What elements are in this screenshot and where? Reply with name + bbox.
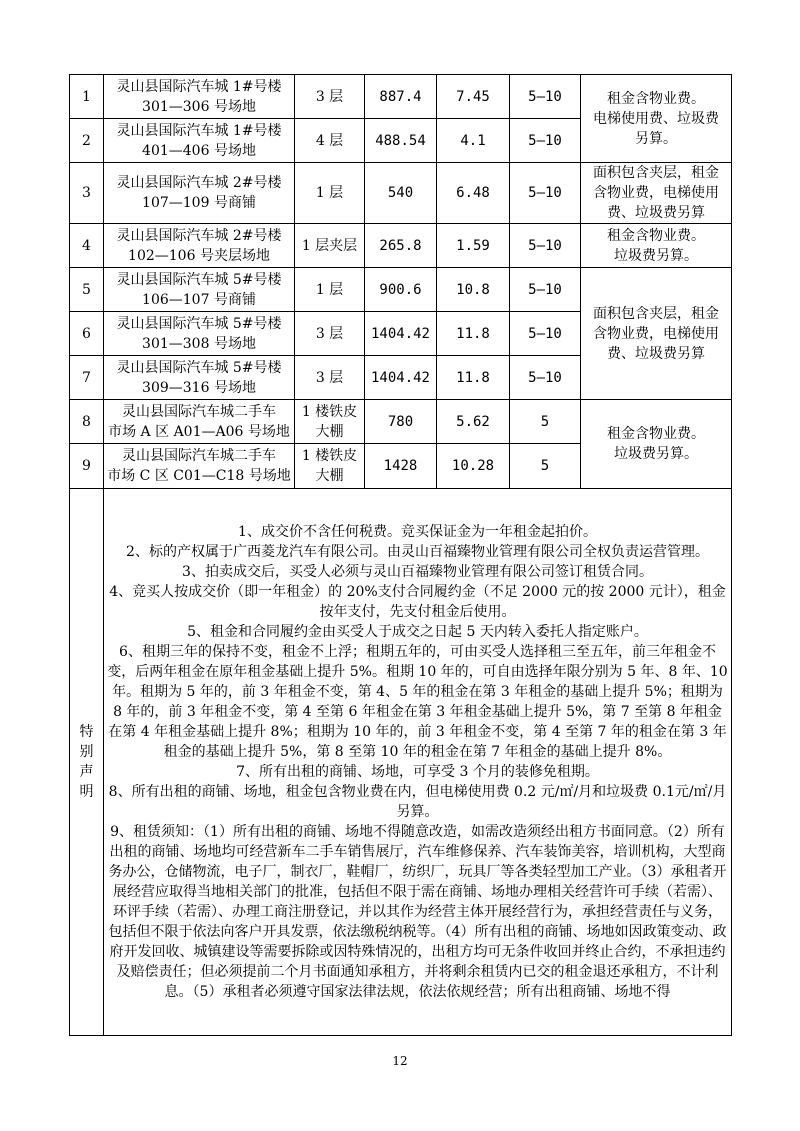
floor-line: 3 层 <box>315 88 344 105</box>
starting-rent: 7.45 <box>437 75 510 119</box>
floor <box>295 163 365 224</box>
property-name-line: 107—109 号商铺 <box>142 195 256 211</box>
starting-rent: 11.8 <box>437 356 510 400</box>
declaration-item: 7、所有出租的商铺、场地，可享受 3 个月的装修免租期。 <box>236 764 599 780</box>
remark-line: 费、垃圾费另算 <box>607 345 705 362</box>
lease-term: 5—10 <box>510 163 581 224</box>
floor-line: 4 层 <box>315 132 344 149</box>
row-number: 4 <box>70 224 104 268</box>
starting-rent: 11.8 <box>437 312 510 356</box>
area: 540 <box>365 163 437 224</box>
area: 1404.42 <box>365 356 437 400</box>
row-number: 5 <box>70 268 104 312</box>
table-row <box>70 400 732 444</box>
property-name-line: 309—316 号场地 <box>142 379 256 396</box>
floor-line: 1 楼铁皮 <box>301 448 358 464</box>
property-name-line: 灵山县国际汽车城 2#号楼 <box>116 227 282 244</box>
remark-line: 另算。 <box>635 130 677 147</box>
declaration-item: 8、所有出租的商铺、场地，租金包含物业费在内，但电梯使用费 0.2 元/㎡/月和垃圾费 0.1元/㎡/月另算。 <box>108 784 727 820</box>
property-name <box>104 356 295 400</box>
remark-line: 面积包含夹层，租金 <box>593 165 719 181</box>
declaration-item: 9、租赁须知：（1）所有出租的商铺、场地不得随意改造，如需改造须经出租方书面同意。（2）所有出租的商铺、场地均可经营新车二手车销售展厅，汽车维修保养、汽车装饰美容，培训机构，大型商务办公，仓储物流，电子厂，制衣厂，鞋帽厂，纺织厂，玩具厂等各类轻型加工产业。（3）承租者开展经营应取得当地相关部门的批准，包括但不限于需在商铺、场地办理相关经营许可手续（若需）、环评手续（若需）、办理工商注册登记，并以其作为经营主体开展经营行为，承担经营责任与义务，包括但不限于依法向客户开具发票，依法缴税纳税等。（4）所有出租的商铺、场地如因政策变动、政府开发回收、城镇建设等需要拆除或因特殊情况的，出租方均可无条件收回并终止合约，不承担违约及赔偿责任；但必须提前二个月书面通知承租方，并将剩余租赁内已交的租金退还承租方，不计利息。（5）承租者必须遵守国家法律法规，依法依规经营；所有出租商铺、场地不得 <box>108 824 727 1000</box>
remark-line: 租金含物业费。 <box>607 90 705 107</box>
remark-line: 费、垃圾费另算 <box>607 205 705 221</box>
property-name-line: 301—308 号场地 <box>142 335 256 352</box>
starting-rent: 4.1 <box>437 119 510 163</box>
area: 1404.42 <box>365 312 437 356</box>
remark-line: 垃圾费另算。 <box>614 446 698 462</box>
remark-line: 电梯使用费、垃圾费 <box>593 110 719 127</box>
property-name-line: 106—107 号商铺 <box>142 291 256 308</box>
remark-line: 租金含物业费。 <box>607 227 705 244</box>
property-name <box>104 444 295 489</box>
property-name-line: 401—406 号场地 <box>142 142 256 159</box>
declaration-item: 6、租期三年的保持不变，租金不上浮；租期五年的，可由买受人选择租三至五年，前三年租金不变，后两年租金在原年租金基础上提升 5%。租期 10 年的，可自由选择年限分别为 5 年、8 年、10 年。租期为 5 年的，前 3 年租金不变，第 4、5 年的租金在第 3 年租金的基础上提升 5%；租期为 8 年的，前 3 年租金不变，第 4 至第 6 年租金在第 3 年租金基础上提升 5%，第 7 至第 8 年租金在第 4 年租金基础上提升 8%；租期为 10 年的，前 3 年租金不变，第 4 至第 7 年的租金在第 3 年租金的基础上提升 5%，第 8 至第 10 年的租金在第 7 年租金的基础上提升 8%。 <box>107 644 728 760</box>
row-number: 2 <box>70 119 104 163</box>
declaration-item: 5、租金和合同履约金由买受人于成交之日起 5 天内转入委托人指定账户。 <box>187 624 648 640</box>
starting-rent: 1.59 <box>437 224 510 268</box>
declaration-label-char: 特 <box>79 724 94 740</box>
starting-rent: 6.48 <box>437 163 510 224</box>
floor <box>295 312 365 356</box>
property-name-line: 灵山县国际汽车城 5#号楼 <box>116 271 282 288</box>
starting-rent: 5.62 <box>437 400 510 444</box>
area: 887.4 <box>365 75 437 119</box>
remark-line: 租金含物业费。 <box>607 426 705 442</box>
row-number: 6 <box>70 312 104 356</box>
property-name <box>104 75 295 119</box>
lease-term: 5—10 <box>510 312 581 356</box>
floor-line: 大棚 <box>315 468 344 484</box>
row-number: 1 <box>70 75 104 119</box>
floor <box>295 400 365 444</box>
property-name <box>104 268 295 312</box>
remark-line: 含物业费，电梯使用 <box>593 185 719 201</box>
floor-line: 1 层 <box>315 185 344 201</box>
floor <box>295 119 365 163</box>
row-number: 3 <box>70 163 104 224</box>
lease-term: 5—10 <box>510 75 581 119</box>
floor-line: 大棚 <box>315 423 344 440</box>
lease-term: 5—10 <box>510 268 581 312</box>
remark-line: 面积包含夹层，租金 <box>593 305 719 322</box>
remark <box>581 224 732 268</box>
property-name-line: 灵山县国际汽车城 5#号楼 <box>116 315 282 332</box>
property-name <box>104 400 295 444</box>
remark <box>581 163 732 224</box>
property-name <box>104 119 295 163</box>
floor <box>295 224 365 268</box>
lease-term: 5 <box>510 444 581 489</box>
property-name <box>104 312 295 356</box>
page-number: 12 <box>392 1054 408 1068</box>
property-name-line: 301—306 号场地 <box>142 98 256 115</box>
floor <box>295 75 365 119</box>
floor <box>295 356 365 400</box>
declaration-label-char: 明 <box>79 784 94 800</box>
declaration-item: 2、标的产权属于广西菱龙汽车有限公司。由灵山百福臻物业管理有限公司全权负责运营管理。 <box>126 544 709 560</box>
remark-line: 含物业费，电梯使用 <box>593 325 719 342</box>
declaration-label-char: 声 <box>79 764 94 780</box>
row-number: 8 <box>70 400 104 444</box>
property-name-line: 灵山县国际汽车城 5#号楼 <box>116 359 282 376</box>
lease-term: 5—10 <box>510 119 581 163</box>
lease-term: 5—10 <box>510 356 581 400</box>
property-name-line: 灵山县国际汽车城 1#号楼 <box>116 78 282 95</box>
declaration-item: 3、拍卖成交后，买受人必须与灵山百福臻物业管理有限公司签订租赁合同。 <box>182 564 653 580</box>
table-row <box>70 224 732 268</box>
floor-line: 1 层夹层 <box>301 237 358 254</box>
table-row <box>70 268 732 312</box>
remark <box>581 75 732 163</box>
area: 1428 <box>365 444 437 489</box>
area: 780 <box>365 400 437 444</box>
property-name <box>104 163 295 224</box>
property-name-line: 灵山县国际汽车城 1#号楼 <box>116 122 282 139</box>
floor-line: 3 层 <box>315 369 344 386</box>
declaration-label-char: 别 <box>79 744 94 760</box>
lease-term: 5—10 <box>510 224 581 268</box>
property-name-line: 市场 C 区 C01—C18 号场地 <box>107 468 291 484</box>
property-name <box>104 224 295 268</box>
declaration-row <box>70 489 732 1036</box>
property-name-line: 市场 A 区 A01—A06 号场地 <box>108 423 290 440</box>
table-row <box>70 75 732 119</box>
property-name-line: 灵山县国际汽车城二手车 <box>122 403 276 420</box>
area: 488.54 <box>365 119 437 163</box>
remark <box>581 268 732 400</box>
property-name-line: 灵山县国际汽车城 2#号楼 <box>116 175 282 191</box>
declaration-text <box>104 489 732 1036</box>
floor-line: 3 层 <box>315 325 344 342</box>
lease-table <box>69 74 732 1036</box>
starting-rent: 10.28 <box>437 444 510 489</box>
declaration-label <box>70 489 104 1036</box>
lease-term: 5 <box>510 400 581 444</box>
floor-line: 1 楼铁皮 <box>301 403 358 420</box>
area: 900.6 <box>365 268 437 312</box>
declaration-item: 1、成交价不含任何税费。竞买保证金为一年租金起拍价。 <box>238 524 597 540</box>
declaration-item: 4、竞买人按成交价（即一年租金）的 20%支付合同履约金（不足 2000 元的按 2000 元计），租金按年支付，先支付租金后使用。 <box>109 584 726 620</box>
row-number: 9 <box>70 444 104 489</box>
starting-rent: 10.8 <box>437 268 510 312</box>
property-name-line: 102—106 号夹层场地 <box>128 247 270 264</box>
floor <box>295 444 365 489</box>
remark-line: 垃圾费另算。 <box>614 247 698 264</box>
row-number: 7 <box>70 356 104 400</box>
property-name-line: 灵山县国际汽车城二手车 <box>122 448 276 464</box>
floor-line: 1 层 <box>315 281 344 298</box>
area: 265.8 <box>365 224 437 268</box>
floor <box>295 268 365 312</box>
table-row <box>70 163 732 224</box>
remark <box>581 400 732 489</box>
